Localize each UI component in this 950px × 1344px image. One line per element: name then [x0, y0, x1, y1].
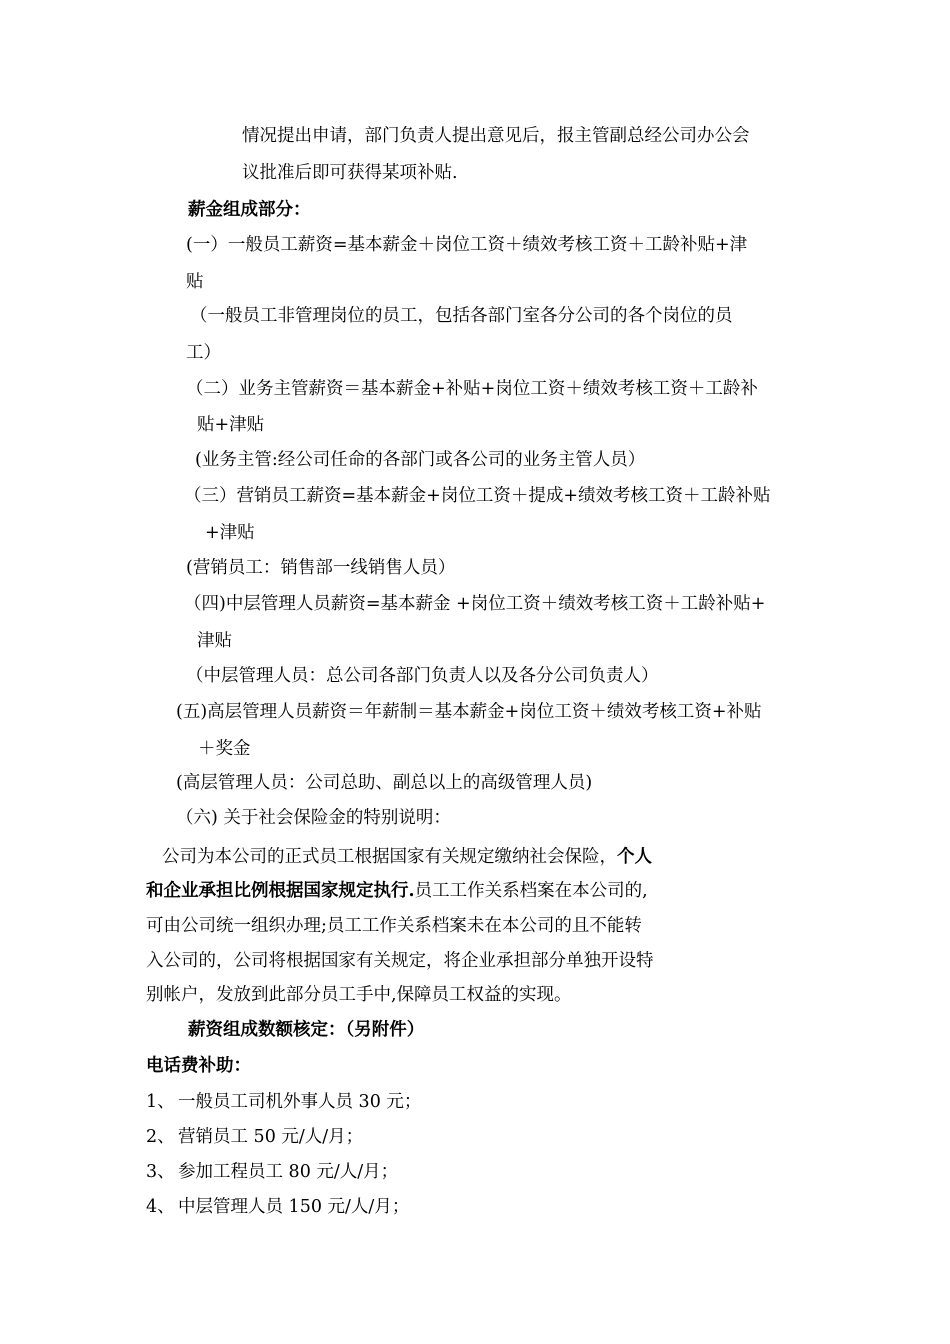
intro-line-2: 议批准后即可获得某项补贴.	[242, 163, 458, 183]
item-5-formula-line-2: ＋奖金	[198, 739, 251, 759]
insurance-line-1-bold: 个人	[617, 847, 652, 867]
item-4-formula-line-1: （四)中层管理人员薪资=基本薪金 +岗位工资＋绩效考核工资＋工龄补贴+	[184, 594, 766, 614]
item-3-note: (营销员工：销售部一线销售人员）	[186, 558, 456, 578]
item-6-heading: （六) 关于社会保险金的特别说明：	[176, 808, 451, 828]
list-text: 中层管理人员 150 元/人/月；	[178, 1197, 410, 1217]
intro-line-1: 情况提出申请，部门负责人提出意见后，报主管副总经公司办公会	[242, 126, 750, 146]
item-5-formula-line-1: (五)高层管理人员薪资＝年薪制＝基本薪金+岗位工资＋绩效考核工资+补贴	[176, 702, 762, 722]
insurance-line-4: 入公司的，公司将根据国家有关规定，将企业承担部分单独开设特	[146, 951, 654, 971]
insurance-line-5: 别帐户，发放到此部分员工手中,保障员工权益的实现。	[146, 985, 572, 1005]
phone-list-item	[146, 1160, 398, 1184]
item-1-formula-line-2: 贴	[186, 272, 204, 292]
insurance-line-3: 可由公司统一组织办理;员工工作关系档案未在本公司的且不能转	[146, 916, 642, 936]
item-1-formula-line-1: (一）一般员工薪资=基本薪金＋岗位工资＋绩效考核工资＋工龄补贴+津	[186, 235, 748, 255]
item-1-note-line-1: （一般员工非管理岗位的员工，包括各部门室各分公司的各个岗位的员	[190, 306, 733, 326]
list-number: 3、	[146, 1162, 175, 1182]
item-3-formula-line-1: （三）营销员工薪资=基本薪金+岗位工资＋提成+绩效考核工资＋工龄补贴	[184, 486, 771, 506]
item-2-formula-line-1: （二）业务主管薪资＝基本薪金+补贴+岗位工资＋绩效考核工资＋工龄补	[186, 379, 758, 399]
salary-amount-heading: 薪资组成数额核定：（另附件）	[188, 1020, 425, 1040]
phone-list-item	[146, 1090, 421, 1114]
list-number: 4、	[146, 1197, 175, 1217]
item-5-note: (高层管理人员：公司总助、副总以上的高级管理人员)	[176, 773, 593, 793]
phone-list-item	[146, 1195, 409, 1219]
item-4-note: （中层管理人员：总公司各部门负责人以及各分公司负责人）	[186, 666, 659, 686]
list-text: 营销员工 50 元/人/月；	[178, 1127, 364, 1147]
item-1-note-line-2: 工）	[186, 343, 221, 363]
phone-list-item	[146, 1125, 363, 1149]
item-3-formula-line-2: +津贴	[205, 523, 255, 543]
insurance-line-1	[162, 845, 652, 869]
list-number: 2、	[146, 1127, 175, 1147]
list-text: 一般员工司机外事人员 30 元；	[178, 1092, 422, 1112]
insurance-line-2	[146, 879, 648, 903]
phone-allowance-heading: 电话费补助：	[146, 1056, 251, 1076]
insurance-line-2-bold: 和企业承担比例根据国家规定执行.	[146, 881, 415, 901]
item-2-note: (业务主管:经公司任命的各部门或各公司的业务主管人员）	[195, 450, 646, 470]
insurance-line-1-text: 公司为本公司的正式员工根据国家有关规定缴纳社会保险，	[162, 847, 617, 867]
item-2-formula-line-2: 贴+津贴	[197, 415, 265, 435]
list-number: 1、	[146, 1092, 175, 1112]
insurance-line-2-text: 员工工作关系档案在本公司的,	[414, 881, 648, 901]
item-4-formula-line-2: 津贴	[197, 631, 232, 651]
list-text: 参加工程员工 80 元/人/月；	[178, 1162, 399, 1182]
salary-composition-heading: 薪金组成部分：	[188, 200, 311, 220]
